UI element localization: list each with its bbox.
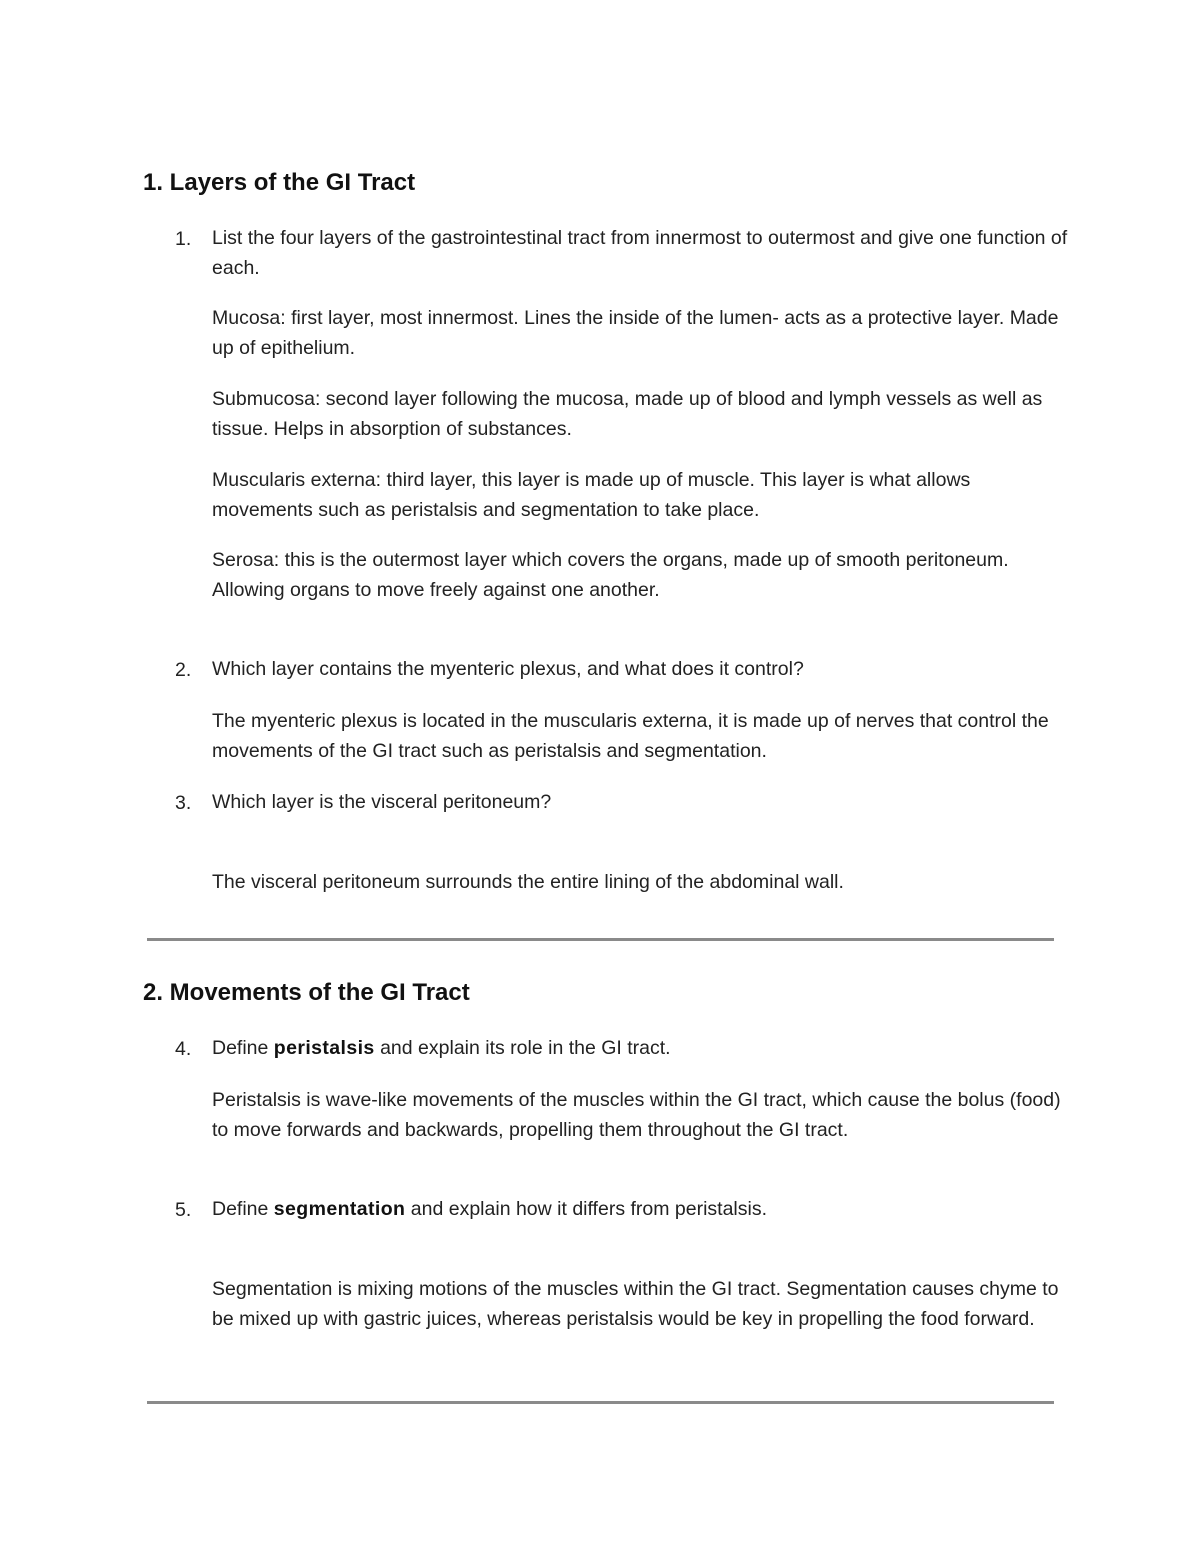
answer-serosa: Serosa: this is the outermost layer which covers the organs, made up of smooth peritoneum. Allowing organs to move freely against one another. [212,549,1009,601]
question-4-prompt [212,1034,1072,1064]
term-segmentation: segmentation [273,1198,406,1220]
question-3-number: 3. [175,792,192,814]
question-4-number: 4. [175,1038,192,1060]
section-1-heading: 1. Layers of the GI Tract [143,169,416,196]
answer-muscularis-externa: Muscularis externa: third layer, this layer is made up of muscle. This layer is what allows movements such as peristalsis and segmentation to take place. [212,469,971,521]
question-2-number: 2. [175,659,192,681]
question-1-number: 1. [175,228,192,250]
question-4-prompt-after: and explain its role in the GI tract. [374,1037,671,1059]
question-5-prompt [212,1195,1072,1225]
answer-submucosa: Submucosa: second layer following the mucosa, made up of blood and lymph vessels as well as tissue. Helps in absorption of substances. [212,388,1043,440]
answer-segmentation: Segmentation is mixing motions of the muscles within the GI tract. Segmentation causes chyme to be mixed up with gastric juices, whereas peristalsis would be key in propelling the food forward. [212,1278,1059,1330]
question-5-number: 5. [175,1199,192,1221]
section-divider [147,938,1054,941]
question-3-prompt: Which layer is the visceral peritoneum? [212,791,552,813]
question-4-prompt-before: Define [212,1037,274,1059]
question-1-prompt: List the four layers of the gastrointestinal tract from innermost to outermost and give one function of each. [212,227,1068,279]
question-5-prompt-after: and explain how it differs from peristalsis. [405,1198,768,1220]
answer-visceral-peritoneum: The visceral peritoneum surrounds the entire lining of the abdominal wall. [212,871,844,893]
question-2-prompt: Which layer contains the myenteric plexus, and what does it control? [212,658,804,680]
section-2-heading: 2. Movements of the GI Tract [143,979,470,1006]
question-5-prompt-before: Define [212,1198,274,1220]
answer-myenteric-plexus: The myenteric plexus is located in the muscularis externa, it is made up of nerves that control the movements of the GI tract such as peristalsis and segmentation. [212,710,1049,762]
section-divider [147,1401,1054,1404]
term-peristalsis: peristalsis [273,1037,375,1059]
answer-peristalsis: Peristalsis is wave-like movements of the muscles within the GI tract, which cause the bolus (food) to move forwards and backwards, propelling them throughout the GI tract. [212,1089,1061,1141]
answer-mucosa: Mucosa: first layer, most innermost. Lines the inside of the lumen- acts as a protective layer. Made up of epithelium. [212,307,1059,359]
